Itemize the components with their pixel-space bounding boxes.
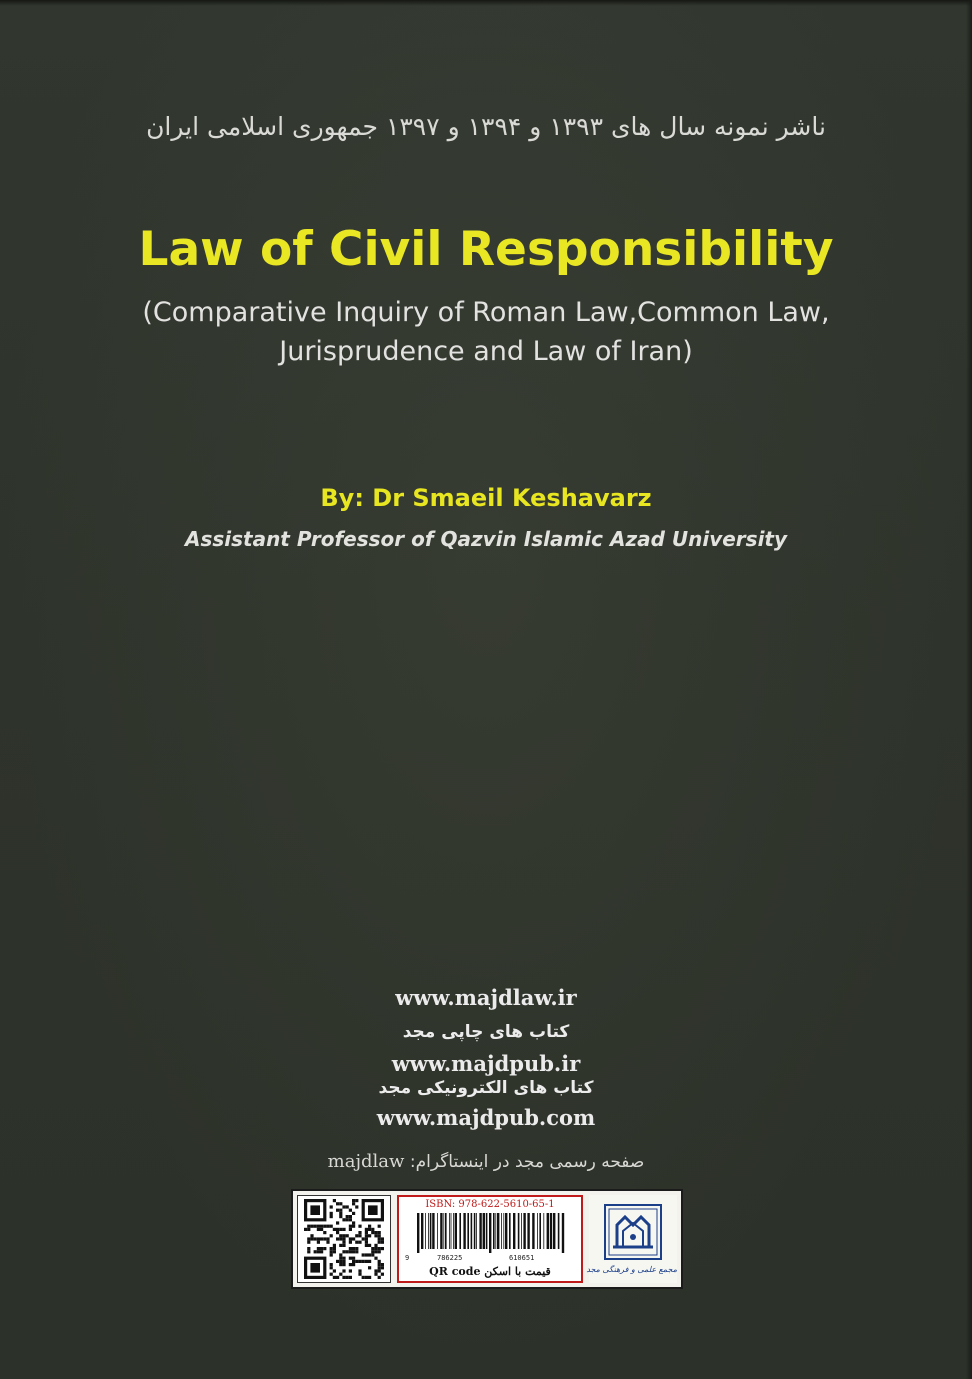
book-subtitle-line-1: (Comparative Inquiry of Roman Law,Common Law, xyxy=(142,297,830,328)
instagram-label: صفحه رسمی مجد در اینستاگرام: xyxy=(409,1152,645,1172)
barcode-digit-lead: 9 xyxy=(405,1254,410,1262)
book-subtitle-line-2: Jurisprudence and Law of Iran) xyxy=(279,336,693,367)
author-line: By: Dr Smaeil Keshavarz xyxy=(320,484,652,512)
website-majdlaw[interactable]: www.majdlaw.ir xyxy=(395,985,577,1010)
ebooks-label: کتاب های الکترونیکی مجد xyxy=(378,1078,594,1098)
barcode-digits-right: 610651 xyxy=(509,1254,535,1262)
instagram-handle[interactable]: majdlaw xyxy=(327,1151,405,1172)
barcode-digits-left: 786225 xyxy=(437,1254,463,1262)
barcode-icon xyxy=(415,1213,565,1253)
isbn-barcode-panel xyxy=(397,1195,583,1283)
author-affiliation: Assistant Professor of Qazvin Islamic Azad University xyxy=(184,527,788,551)
info-strip xyxy=(291,1189,683,1289)
print-books-label: کتاب های چاپی مجد xyxy=(402,1022,570,1042)
cover-top-edge xyxy=(0,0,972,6)
book-title: Law of Civil Responsibility xyxy=(138,222,834,277)
website-majdpub-com[interactable]: www.majdpub.com xyxy=(376,1105,596,1130)
publisher-logo xyxy=(586,1195,677,1283)
majd-logo-icon xyxy=(589,1195,677,1265)
cover-right-edge xyxy=(966,0,972,1379)
isbn-number: ISBN: 978-622-5610-65-1 xyxy=(425,1199,555,1210)
website-majdpub-ir[interactable]: www.majdpub.ir xyxy=(391,1051,581,1076)
publisher-award-line: ناشر نمونه سال های ۱۳۹۳ و ۱۳۹۴ و ۱۳۹۷ جمهوری اسلامی ایران xyxy=(146,112,826,141)
logo-caption: مجمع علمی و فرهنگی مجد xyxy=(586,1265,677,1274)
qr-code[interactable] xyxy=(297,1195,391,1283)
price-note: قیمت با اسکن QR code xyxy=(429,1265,551,1278)
qr-code-icon xyxy=(298,1196,390,1282)
instagram-line xyxy=(0,1151,972,1172)
